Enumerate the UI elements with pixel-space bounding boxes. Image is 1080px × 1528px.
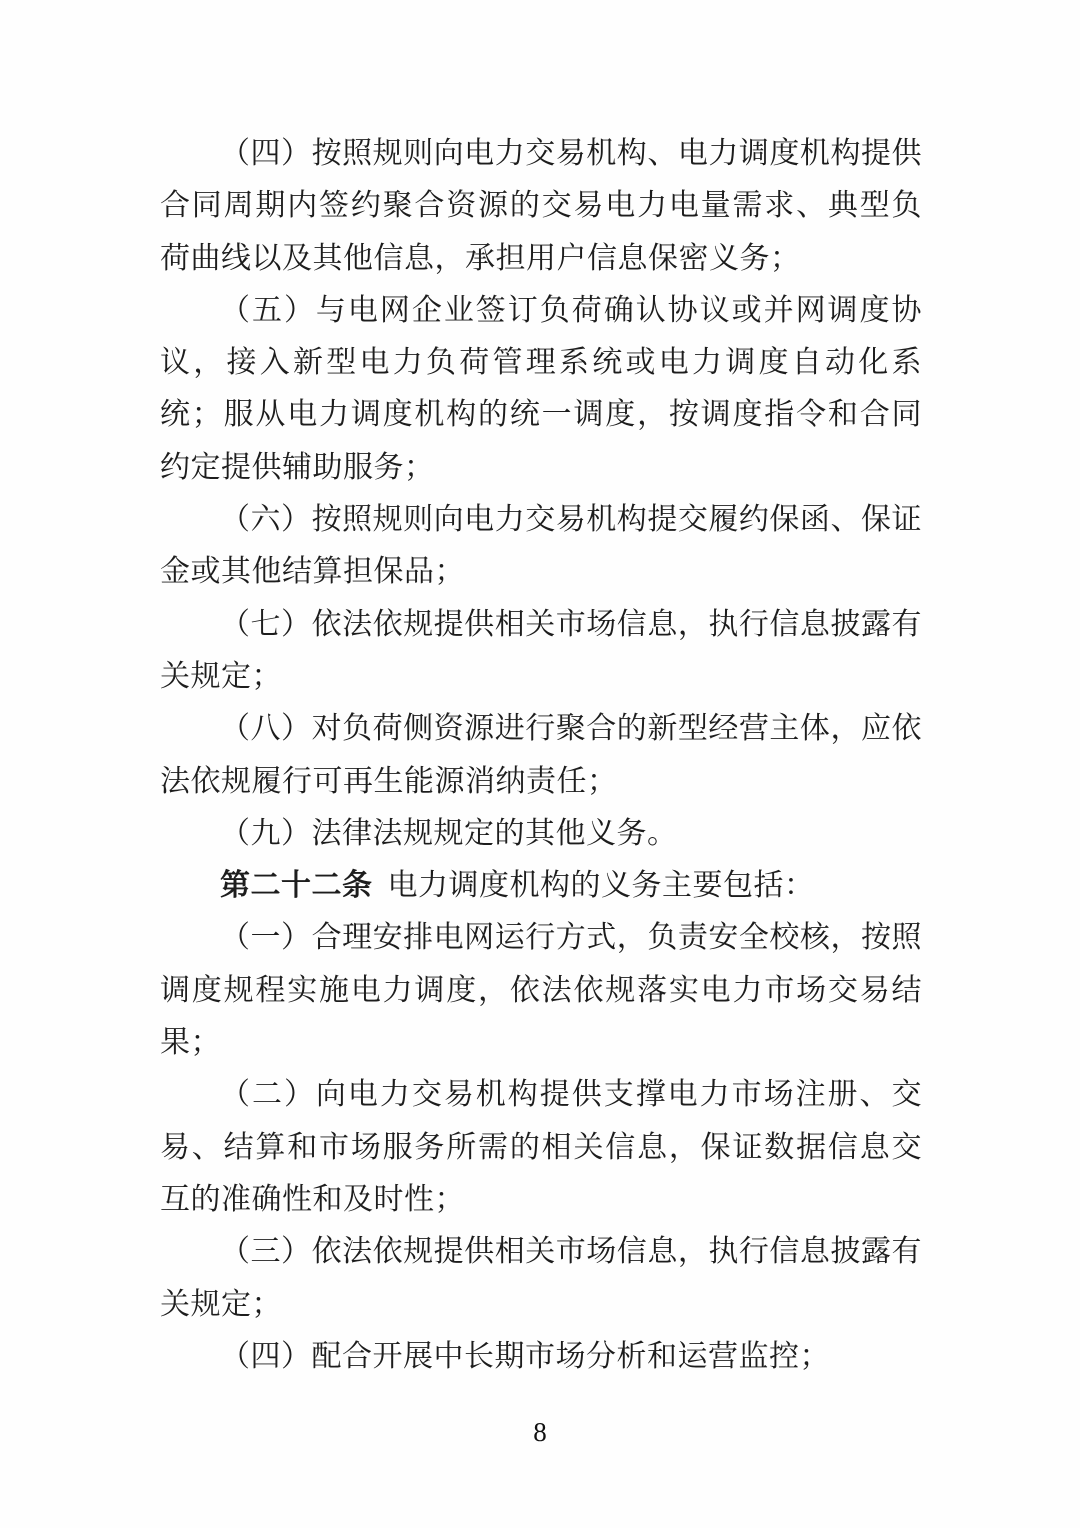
subclause-item-2: （二）向电力交易机构提供支撑电力市场注册、交易、结算和市场服务所需的相关信息，保证数据信息交互的准确性和及时性； [160,1078,922,1216]
page-number: 8 [533,1417,547,1447]
clause-item-5: （五）与电网企业签订负荷确认协议或并网调度协议，接入新型电力负荷管理系统或电力调度自动化系统；服从电力调度机构的统一调度，按调度指令和合同约定提供辅助服务； [160,293,922,484]
article-22-title-text: 电力调度机构的义务主要包括： [387,869,815,903]
clause-item-9: （九）法律法规规定的其他义务。 [220,816,678,850]
article-22-heading [160,860,922,912]
clause-item-8: （八）对负荷侧资源进行聚合的新型经营主体，应依法依规履行可再生能源消纳责任； [160,712,922,798]
clause-item-6: （六）按照规则向电力交易机构提交履约保函、保证金或其他结算担保品； [160,503,922,589]
document-body [160,128,922,1383]
clause-item-4: （四）按照规则向电力交易机构、电力调度机构提供合同周期内签约聚合资源的交易电力电量需求、典型负荷曲线以及其他信息，承担用户信息保密义务； [160,137,922,275]
subclause-item-1: （一）合理安排电网运行方式，负责安全校核，按照调度规程实施电力调度，依法依规落实电力市场交易结果； [160,921,922,1060]
subclause-item-4: （四）配合开展中长期市场分析和运营监控； [220,1339,830,1373]
article-22-number: 第二十二条 [220,869,373,903]
clause-item-7: （七）依法依规提供相关市场信息，执行信息披露有关规定； [160,607,922,693]
subclause-item-3: （三）依法依规提供相关市场信息，执行信息披露有关规定； [160,1235,922,1321]
